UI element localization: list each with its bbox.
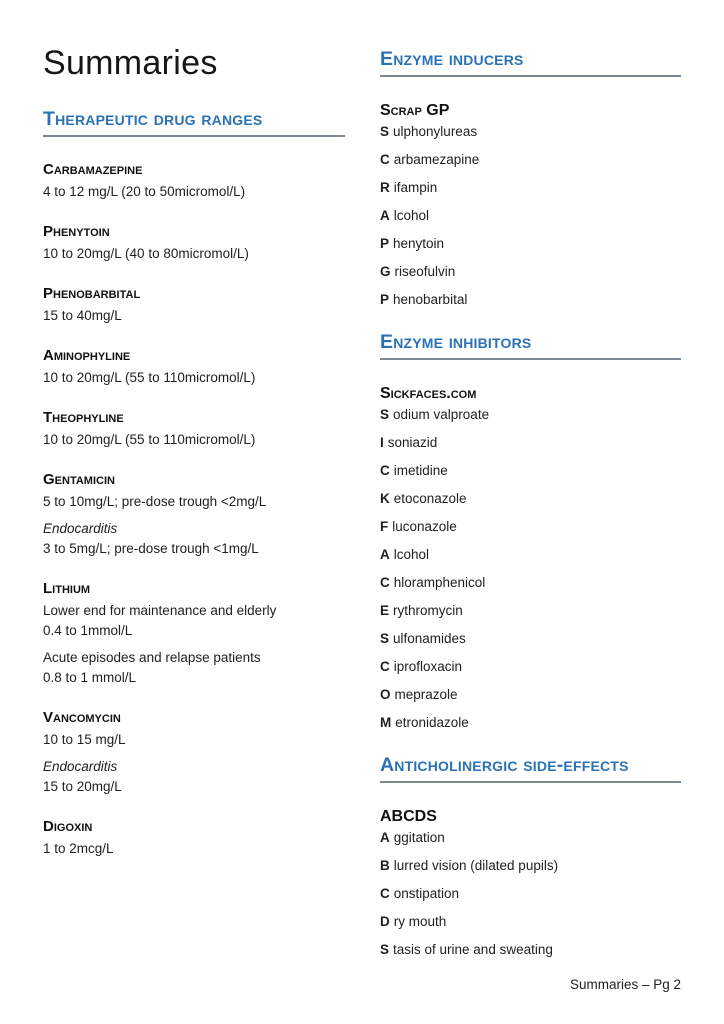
- mnemonic-lead-letter: S: [380, 407, 390, 422]
- mnemonic-item-text: ulfonamides: [393, 631, 466, 646]
- drug-entry-aminophyline: [43, 347, 345, 388]
- mnemonic-item: [380, 546, 681, 564]
- section-enzyme-inhibitors: [380, 331, 681, 732]
- mnemonic-item-text: iprofloxacin: [393, 659, 463, 674]
- mnemonic-title: Sickfaces.com: [380, 385, 477, 402]
- mnemonic-item-text: ulphonylureas: [393, 124, 478, 139]
- mnemonic-lead-letter: A: [380, 208, 390, 223]
- drug-name: Digoxin: [43, 818, 93, 835]
- mnemonic-item-text: arbamezapine: [393, 152, 480, 167]
- mnemonic-item: [380, 714, 681, 732]
- drug-entry-carbamazepine: [43, 161, 345, 202]
- drug-name: Carbamazepine: [43, 161, 143, 178]
- mnemonic-item-text: ifampin: [393, 180, 438, 195]
- mnemonic-item-text: luconazole: [392, 519, 457, 534]
- mnemonic-lead-letter: F: [380, 519, 389, 534]
- drug-entry-phenobarbital: [43, 285, 345, 326]
- mnemonic-item: [380, 941, 681, 959]
- drug-range: 4 to 12 mg/L (20 to 50micromol/L): [43, 184, 246, 199]
- mnemonic-item-text: meprazole: [394, 687, 458, 702]
- drug-range: 10 to 20mg/L (55 to 110micromol/L): [43, 370, 256, 385]
- mnemonic-item-text: henytoin: [393, 236, 445, 251]
- mnemonic-item: [380, 434, 681, 452]
- mnemonic-lead-letter: S: [380, 942, 390, 957]
- mnemonic-item-text: riseofulvin: [394, 264, 456, 279]
- mnemonic-item: [380, 574, 681, 592]
- drug-name: Phenytoin: [43, 223, 110, 240]
- mnemonic-item-text: lurred vision (dilated pupils): [393, 858, 559, 873]
- mnemonic-item: [380, 686, 681, 704]
- mnemonic-item-text: onstipation: [393, 886, 460, 901]
- mnemonic-item-text: lcohol: [393, 208, 430, 223]
- drug-subnote-label: Acute episodes and relapse patients: [43, 650, 261, 665]
- drug-name: Theophyline: [43, 409, 124, 426]
- mnemonic-item-text: rythromycin: [393, 603, 463, 618]
- mnemonic-item-text: lcohol: [393, 547, 430, 562]
- drug-entry-gentamicin: [43, 471, 345, 559]
- drug-subnote-label: Endocarditis: [43, 759, 118, 774]
- two-column-layout: [43, 44, 681, 969]
- section-anticholinergic-side-effects: [380, 754, 681, 959]
- section-heading-enzyme-inhibitors: Enzyme inhibitors: [380, 331, 681, 360]
- drug-entry-vancomycin: [43, 709, 345, 797]
- mnemonic-item: [380, 829, 681, 847]
- section-heading-therapeutic-drug-ranges: Therapeutic drug ranges: [43, 108, 345, 137]
- drug-entry-theophyline: [43, 409, 345, 450]
- mnemonic-lead-letter: C: [380, 575, 390, 590]
- mnemonic-lead-letter: O: [380, 687, 391, 702]
- section-enzyme-inducers: [380, 48, 681, 309]
- drug-range: 0.8 to 1 mmol/L: [43, 670, 137, 685]
- mnemonic-item-text: odium valproate: [393, 407, 490, 422]
- mnemonic-item: [380, 462, 681, 480]
- mnemonic-lead-letter: S: [380, 124, 390, 139]
- drug-range: 15 to 40mg/L: [43, 308, 122, 323]
- mnemonic-lead-letter: P: [380, 292, 390, 307]
- mnemonic-lead-letter: A: [380, 830, 390, 845]
- mnemonic-lead-letter: R: [380, 180, 390, 195]
- mnemonic-item: [380, 406, 681, 424]
- drug-entry-phenytoin: [43, 223, 345, 264]
- footer-page-label: Summaries – Pg 2: [569, 977, 681, 992]
- mnemonic-lead-letter: S: [380, 631, 390, 646]
- mnemonic-lead-letter: K: [380, 491, 390, 506]
- mnemonic-item: [380, 658, 681, 676]
- mnemonic-lead-letter: B: [380, 858, 390, 873]
- section-heading-anticholinergic-side-effects: Anticholinergic side-effects: [380, 754, 681, 783]
- mnemonic-item: [380, 913, 681, 931]
- mnemonic-item-text: soniazid: [387, 435, 438, 450]
- drug-range: 0.4 to 1mmol/L: [43, 623, 133, 638]
- mnemonic-item: [380, 179, 681, 197]
- drug-range: 3 to 5mg/L; pre-dose trough <1mg/L: [43, 541, 259, 556]
- mnemonic-lead-letter: C: [380, 886, 390, 901]
- mnemonic-lead-letter: D: [380, 914, 390, 929]
- mnemonic-item: [380, 123, 681, 141]
- drug-subnote-label: Lower end for maintenance and elderly: [43, 603, 277, 618]
- drug-range: 5 to 10mg/L; pre-dose trough <2mg/L: [43, 494, 267, 509]
- drug-entry-lithium: [43, 580, 345, 688]
- mnemonic-item: [380, 490, 681, 508]
- mnemonic-lead-letter: P: [380, 236, 390, 251]
- drug-range: 10 to 15 mg/L: [43, 732, 126, 747]
- drug-entry-digoxin: [43, 818, 345, 859]
- drug-name: Gentamicin: [43, 471, 115, 488]
- mnemonic-item: [380, 518, 681, 536]
- drug-subnote-label: Endocarditis: [43, 521, 118, 536]
- page-title: Summaries: [43, 44, 218, 82]
- drug-range: 10 to 20mg/L (55 to 110micromol/L): [43, 432, 256, 447]
- mnemonic-item-text: etronidazole: [395, 715, 469, 730]
- right-column: [380, 44, 681, 969]
- drug-range: 15 to 20mg/L: [43, 779, 122, 794]
- mnemonic-title: ABCDS: [380, 808, 437, 825]
- drug-name: Aminophyline: [43, 347, 131, 364]
- mnemonic-item-text: ggitation: [393, 830, 445, 845]
- mnemonic-lead-letter: C: [380, 659, 390, 674]
- mnemonic-item: [380, 857, 681, 875]
- mnemonic-lead-letter: M: [380, 715, 392, 730]
- left-column: [43, 44, 345, 969]
- mnemonic-item-text: ry mouth: [393, 914, 447, 929]
- mnemonic-item: [380, 291, 681, 309]
- mnemonic-item-text: imetidine: [393, 463, 448, 478]
- mnemonic-lead-letter: G: [380, 264, 391, 279]
- mnemonic-item: [380, 885, 681, 903]
- mnemonic-item-text: etoconazole: [393, 491, 467, 506]
- section-heading-enzyme-inducers: Enzyme inducers: [380, 48, 681, 77]
- mnemonic-item-text: hloramphenicol: [393, 575, 486, 590]
- mnemonic-title: Scrap GP: [380, 102, 450, 119]
- mnemonic-item: [380, 602, 681, 620]
- mnemonic-lead-letter: E: [380, 603, 390, 618]
- mnemonic-item: [380, 151, 681, 169]
- mnemonic-item: [380, 263, 681, 281]
- drug-range: 1 to 2mcg/L: [43, 841, 114, 856]
- mnemonic-item: [380, 207, 681, 225]
- mnemonic-item: [380, 630, 681, 648]
- mnemonic-lead-letter: C: [380, 463, 390, 478]
- mnemonic-lead-letter: I: [380, 435, 384, 450]
- drug-name: Phenobarbital: [43, 285, 141, 302]
- mnemonic-item-text: tasis of urine and sweating: [393, 942, 553, 957]
- mnemonic-lead-letter: A: [380, 547, 390, 562]
- mnemonic-lead-letter: C: [380, 152, 390, 167]
- drug-name: Lithium: [43, 580, 91, 597]
- drug-range: 10 to 20mg/L (40 to 80micromol/L): [43, 246, 249, 261]
- mnemonic-item-text: henobarbital: [393, 292, 468, 307]
- mnemonic-item: [380, 235, 681, 253]
- drug-name: Vancomycin: [43, 709, 121, 726]
